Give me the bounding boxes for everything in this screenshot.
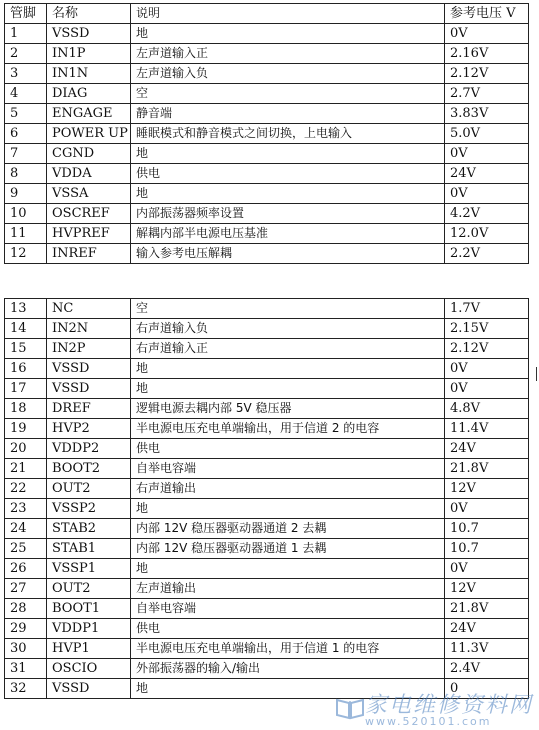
reference-voltage-cell: 21.8V [445, 599, 529, 619]
pin-table-2-body [5, 299, 529, 699]
reference-voltage-cell: 2.12V [445, 64, 529, 84]
pin-description-cell: 空 [131, 84, 445, 104]
watermark-url: www.520101.com [364, 715, 492, 728]
pin-number-cell: 29 [5, 619, 47, 639]
pin-number-cell: 21 [5, 459, 47, 479]
reference-voltage-cell: 0V [445, 499, 529, 519]
pin-number-cell: 6 [5, 124, 47, 144]
reference-voltage-cell: 0V [445, 359, 529, 379]
reference-voltage-cell: 2.4V [445, 659, 529, 679]
pin-name-cell: HVPREF [47, 224, 131, 244]
pin-description-cell: 地 [131, 359, 445, 379]
pin-table-1-body [5, 4, 529, 264]
reference-voltage-cell: 2.12V [445, 339, 529, 359]
pin-name-cell: IN2N [47, 319, 131, 339]
pin-description-cell: 供电 [131, 164, 445, 184]
pin-description-cell: 空 [131, 299, 445, 319]
pin-name-cell: OUT2 [47, 579, 131, 599]
pin-name-cell: HVP1 [47, 639, 131, 659]
pin-description-cell: 地 [131, 24, 445, 44]
pin-name-cell: VSSD [47, 359, 131, 379]
reference-voltage-cell: 24V [445, 619, 529, 639]
header-cell: 说明 [131, 4, 445, 24]
pin-number-cell: 3 [5, 64, 47, 84]
pin-name-cell: DIAG [47, 84, 131, 104]
pin-name-cell: VSSD [47, 679, 131, 699]
pin-description-cell: 半电源电压充电单端输出，用于信道 2 的电容 [131, 419, 445, 439]
table-row [5, 519, 529, 539]
reference-voltage-cell: 0V [445, 379, 529, 399]
reference-voltage-cell: 1.7V [445, 299, 529, 319]
pin-name-cell: VDDA [47, 164, 131, 184]
pin-number-cell: 4 [5, 84, 47, 104]
table-row [5, 439, 529, 459]
table-row [5, 64, 529, 84]
pin-name-cell: VDDP2 [47, 439, 131, 459]
watermark-title: 家电维修资料网 [364, 693, 533, 718]
table-row [5, 319, 529, 339]
pin-description-cell: 左声道输入正 [131, 44, 445, 64]
pin-description-cell: 自举电容端 [131, 459, 445, 479]
pin-description-cell: 右声道输出 [131, 479, 445, 499]
table-row [5, 184, 529, 204]
reference-voltage-cell: 12.0V [445, 224, 529, 244]
reference-voltage-cell: 4.8V [445, 399, 529, 419]
table-row [5, 459, 529, 479]
pin-number-cell: 25 [5, 539, 47, 559]
pin-description-cell: 地 [131, 559, 445, 579]
pin-number-cell: 23 [5, 499, 47, 519]
pin-name-cell: VSSD [47, 379, 131, 399]
reference-voltage-cell: 0 [445, 679, 529, 699]
pin-name-cell: OUT2 [47, 479, 131, 499]
pin-description-cell: 供电 [131, 619, 445, 639]
table-row [5, 339, 529, 359]
table-header-row [5, 4, 529, 24]
pin-description-cell: 左声道输入负 [131, 64, 445, 84]
reference-voltage-cell: 2.2V [445, 244, 529, 264]
table-row [5, 224, 529, 244]
pin-name-cell: NC [47, 299, 131, 319]
pin-name-cell: VSSD [47, 24, 131, 44]
pin-number-cell: 24 [5, 519, 47, 539]
pin-number-cell: 10 [5, 204, 47, 224]
reference-voltage-cell: 0V [445, 24, 529, 44]
pin-number-cell: 20 [5, 439, 47, 459]
pin-description-cell: 半电源电压充电单端输出，用于信道 1 的电容 [131, 639, 445, 659]
reference-voltage-cell: 12V [445, 479, 529, 499]
pin-number-cell: 1 [5, 24, 47, 44]
pin-number-cell: 14 [5, 319, 47, 339]
pin-number-cell: 5 [5, 104, 47, 124]
pin-number-cell: 2 [5, 44, 47, 64]
table-row [5, 639, 529, 659]
reference-voltage-cell: 2.15V [445, 319, 529, 339]
reference-voltage-cell: 0V [445, 559, 529, 579]
reference-voltage-cell: 4.2V [445, 204, 529, 224]
reference-voltage-cell: 12V [445, 579, 529, 599]
book-logo-icon [335, 696, 365, 720]
header-cell: 管脚 [5, 4, 47, 24]
reference-voltage-cell: 2.16V [445, 44, 529, 64]
table-row [5, 144, 529, 164]
pin-number-cell: 28 [5, 599, 47, 619]
table-row [5, 299, 529, 319]
table-row [5, 379, 529, 399]
pin-name-cell: BOOT1 [47, 599, 131, 619]
pin-number-cell: 27 [5, 579, 47, 599]
pin-number-cell: 11 [5, 224, 47, 244]
pin-name-cell: IN2P [47, 339, 131, 359]
table-row [5, 124, 529, 144]
reference-voltage-cell: 11.3V [445, 639, 529, 659]
reference-voltage-cell: 2.7V [445, 84, 529, 104]
pin-number-cell: 19 [5, 419, 47, 439]
pin-number-cell: 15 [5, 339, 47, 359]
pin-description-cell: 内部 12V 稳压器驱动器通道 2 去耦 [131, 519, 445, 539]
reference-voltage-cell: 10.7 [445, 539, 529, 559]
table-row [5, 244, 529, 264]
pin-description-cell: 地 [131, 379, 445, 399]
header-cell: 参考电压 V [445, 4, 529, 24]
pin-number-cell: 18 [5, 399, 47, 419]
pin-name-cell: CGND [47, 144, 131, 164]
pin-number-cell: 17 [5, 379, 47, 399]
pin-description-cell: 地 [131, 144, 445, 164]
table-row [5, 559, 529, 579]
pin-description-cell: 左声道输出 [131, 579, 445, 599]
table-row [5, 84, 529, 104]
table-row [5, 499, 529, 519]
table-row [5, 24, 529, 44]
table-row [5, 44, 529, 64]
pin-description-cell: 供电 [131, 439, 445, 459]
pin-description-cell: 地 [131, 499, 445, 519]
pin-number-cell: 32 [5, 679, 47, 699]
pin-number-cell: 7 [5, 144, 47, 164]
reference-voltage-cell: 3.83V [445, 104, 529, 124]
pin-name-cell: STAB1 [47, 539, 131, 559]
pin-name-cell: VDDP1 [47, 619, 131, 639]
table-row [5, 599, 529, 619]
pin-name-cell: VSSP1 [47, 559, 131, 579]
reference-voltage-cell: 11.4V [445, 419, 529, 439]
pin-number-cell: 13 [5, 299, 47, 319]
table-row [5, 359, 529, 379]
pin-table-2 [4, 298, 529, 699]
pin-name-cell: ENGAGE [47, 104, 131, 124]
table-row [5, 164, 529, 184]
table-row [5, 479, 529, 499]
reference-voltage-cell: 21.8V [445, 459, 529, 479]
table-row [5, 579, 529, 599]
reference-voltage-cell: 24V [445, 164, 529, 184]
reference-voltage-cell: 0V [445, 144, 529, 164]
pin-description-cell: 地 [131, 679, 445, 699]
pin-description-cell: 地 [131, 184, 445, 204]
pin-number-cell: 30 [5, 639, 47, 659]
table-row [5, 619, 529, 639]
site-watermark [335, 688, 533, 728]
pin-name-cell: HVP2 [47, 419, 131, 439]
pin-name-cell: VSSA [47, 184, 131, 204]
pin-description-cell: 外部振荡器的输入/输出 [131, 659, 445, 679]
reference-voltage-cell: 24V [445, 439, 529, 459]
pin-name-cell: OSCREF [47, 204, 131, 224]
pin-name-cell: OSCIO [47, 659, 131, 679]
table-row [5, 539, 529, 559]
pin-description-cell: 右声道输入负 [131, 319, 445, 339]
pin-description-cell: 自举电容端 [131, 599, 445, 619]
table-row [5, 419, 529, 439]
pin-description-cell: 静音端 [131, 104, 445, 124]
pin-description-cell: 右声道输入正 [131, 339, 445, 359]
reference-voltage-cell: 0V [445, 184, 529, 204]
pin-number-cell: 26 [5, 559, 47, 579]
text-cursor [536, 367, 537, 381]
pin-name-cell: IN1P [47, 44, 131, 64]
reference-voltage-cell: 10.7 [445, 519, 529, 539]
pin-name-cell: STAB2 [47, 519, 131, 539]
pin-name-cell: INREF [47, 244, 131, 264]
pin-description-cell: 解耦内部半电源电压基准 [131, 224, 445, 244]
pin-name-cell: BOOT2 [47, 459, 131, 479]
pin-description-cell: 睡眠模式和静音模式之间切换，上电输入 [131, 124, 445, 144]
pin-number-cell: 22 [5, 479, 47, 499]
pin-number-cell: 12 [5, 244, 47, 264]
pin-name-cell: IN1N [47, 64, 131, 84]
pin-name-cell: DREF [47, 399, 131, 419]
pin-table-1 [4, 3, 529, 264]
table-row [5, 104, 529, 124]
pin-number-cell: 31 [5, 659, 47, 679]
table-row [5, 659, 529, 679]
pin-number-cell: 9 [5, 184, 47, 204]
pin-description-cell: 内部振荡器频率设置 [131, 204, 445, 224]
reference-voltage-cell: 5.0V [445, 124, 529, 144]
header-cell: 名称 [47, 4, 131, 24]
table-row [5, 204, 529, 224]
pin-description-cell: 输入参考电压解耦 [131, 244, 445, 264]
pin-number-cell: 16 [5, 359, 47, 379]
pin-name-cell: VSSP2 [47, 499, 131, 519]
table-row [5, 399, 529, 419]
pin-number-cell: 8 [5, 164, 47, 184]
pin-name-cell: POWER UP [47, 124, 131, 144]
pin-description-cell: 内部 12V 稳压器驱动器通道 1 去耦 [131, 539, 445, 559]
pin-description-cell: 逻辑电源去耦内部 5V 稳压器 [131, 399, 445, 419]
